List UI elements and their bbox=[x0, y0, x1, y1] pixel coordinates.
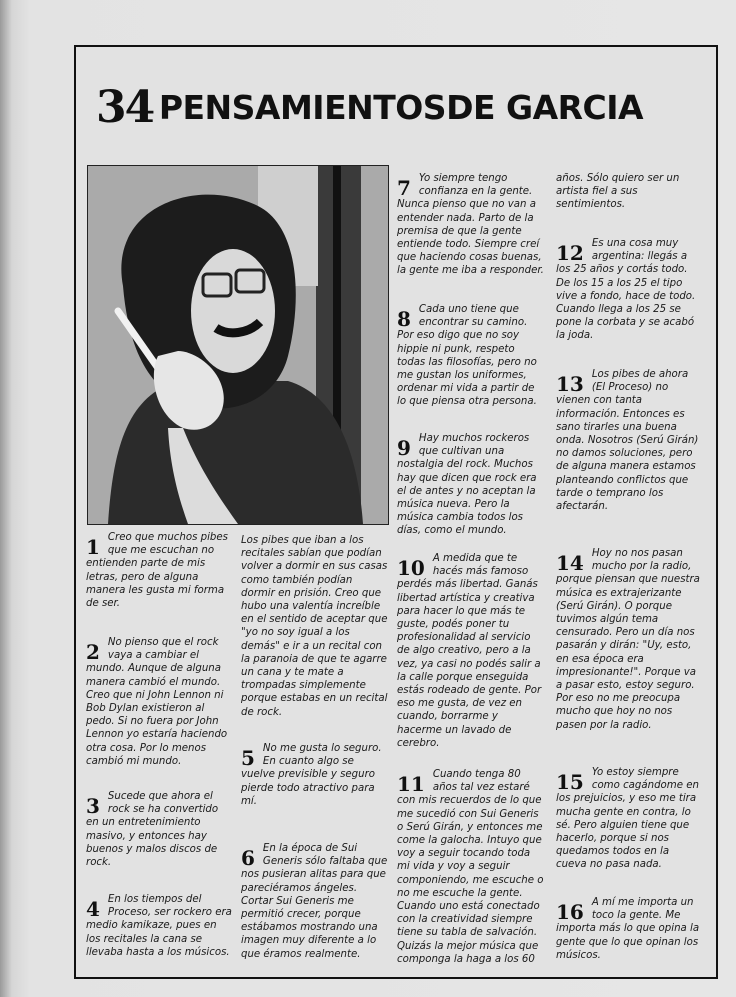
entry-number: 2 bbox=[86, 640, 100, 664]
entry-text: En la época de Sui Generis sólo faltaba que nos pusieran alitas para que pareciéramos ángeles. Cortar Sui Generis me permitió crecer, porque estábamos mostrando una imagen muy diferente a lo que éramos realmente. bbox=[241, 843, 388, 960]
entry-4 bbox=[86, 893, 234, 959]
entry-11 bbox=[397, 768, 545, 966]
entry-14 bbox=[556, 547, 702, 732]
entry-text: Los pibes que iban a los recitales sabían que podían volver a dormir en sus casas como también podían dormir en prisión. Creo que hubo una valentía increíble en el sentido de aceptar que "yo no soy igual a los demás" e ir a un recital con la paranoia de que te agarre un cana y te mate a trompadas simplemente porque estabas en un recital de rock. bbox=[241, 535, 388, 718]
entry-text: A mí me importa un toco la gente. Me importa más lo que opina la gente que lo que opinan los músicos. bbox=[556, 897, 700, 961]
entry-number: 1 bbox=[86, 535, 100, 559]
entry-11-continued bbox=[556, 172, 702, 212]
entry-number: 3 bbox=[86, 794, 100, 818]
entry-text: Hoy no nos pasan mucho por la radio, porque piensan que nuestra música es extrajerizante (Serú Girán). O porque tuvimos algún tema censurado. Pero un día nos pasarán y dirán: "Uy, esto, en esa época era impresionante!". Porque va a pasar esto, estoy seguro. Por eso no me preocupa mucho que hoy no nos pasen por la radio. bbox=[556, 548, 700, 731]
entry-text: Hay muchos rockeros que cultivan una nostalgia del rock. Muchos hay que dicen que rock era el de antes y no aceptan la música nueva. Pero la música cambia todos los días, como el mundo. bbox=[397, 433, 537, 537]
entry-text: No pienso que el rock vaya a cambiar el mundo. Aunque de alguna manera cambió el mundo. Creo que ni John Lennon ni Bob Dylan existieron al pedo. Si no fuera por John Lennon yo estaría haciendo otra cosa. Por lo menos cambió mi mundo. bbox=[86, 637, 228, 767]
title-number: 34 bbox=[96, 82, 154, 133]
entry-4-continued bbox=[241, 534, 388, 719]
entry-text: Es una cosa muy argentina: llegás a los 25 años y cortás todo. De los 15 a los 25 el tipo vive a fondo, hace de todo. Cuando llega a los 25 se pone la corbata y se acabó la joda. bbox=[556, 238, 696, 342]
entry-6 bbox=[241, 842, 388, 961]
entry-9 bbox=[397, 432, 545, 538]
portrait-photo bbox=[87, 165, 389, 525]
entry-text: años. Sólo quiero ser un artista fiel a sus sentimientos. bbox=[556, 173, 680, 211]
entry-number: 6 bbox=[241, 846, 255, 870]
entry-number: 4 bbox=[86, 897, 100, 921]
entry-2 bbox=[86, 636, 234, 768]
entry-1 bbox=[86, 531, 234, 610]
entry-number: 7 bbox=[397, 176, 411, 200]
entry-5 bbox=[241, 742, 388, 808]
entry-16 bbox=[556, 896, 702, 962]
entry-text: Creo que muchos pibes que me escuchan no entienden parte de mis letras, pero de alguna manera les gusta mi forma de ser. bbox=[86, 532, 228, 610]
entry-text: En los tiempos del Proceso, ser rockero era medio kamikaze, pues en los recitales la cana se llevaba hasta a los músicos. bbox=[86, 894, 232, 958]
entry-8 bbox=[397, 303, 545, 409]
entry-text: Sucede que ahora el rock se ha convertido en un entretenimiento masivo, y entonces hay buenos y malos discos de rock. bbox=[86, 791, 219, 869]
entry-number: 9 bbox=[397, 436, 411, 460]
entry-3 bbox=[86, 790, 234, 869]
entry-text: Yo siempre tengo confianza en la gente. Nunca pienso que no van a entender nada. Parto de la premisa de que la gente entiende todo. Siempre creí que haciendo cosas buenas, la gente me iba a responder. bbox=[397, 173, 544, 277]
entry-number: 5 bbox=[241, 746, 255, 770]
entry-number: 16 bbox=[556, 900, 584, 924]
entry-number: 14 bbox=[556, 551, 584, 575]
entry-number: 12 bbox=[556, 241, 584, 265]
entry-text: No me gusta lo seguro. En cuanto algo se vuelve previsible y seguro pierde todo atractivo para mí. bbox=[241, 743, 382, 807]
entry-text: Cada uno tiene que encontrar su camino. Por eso digo que no soy hippie ni punk, respeto todas las filosofías, pero no me gustan los uniformes, ordenar mi vida a partir de lo que piensa otra persona. bbox=[397, 304, 537, 408]
entry-number: 8 bbox=[397, 307, 411, 331]
entry-12 bbox=[556, 237, 702, 343]
entry-number: 10 bbox=[397, 556, 425, 580]
entry-number: 15 bbox=[556, 770, 584, 794]
entry-7 bbox=[397, 172, 545, 278]
entry-number: 11 bbox=[397, 772, 425, 796]
entry-text: Los pibes de ahora (El Proceso) no vienen con tanta información. Entonces es sano tirarles una buena onda. Nosotros (Serú Girán) no damos soluciones, pero de alguna manera estamos planteando conflictos que tarde o temprano los afectarán. bbox=[556, 369, 699, 513]
entry-number: 13 bbox=[556, 372, 584, 396]
title-text: PENSAMIENTOSDE GARCIA bbox=[158, 88, 644, 127]
article-title bbox=[96, 82, 706, 138]
entry-10 bbox=[397, 552, 545, 750]
entry-15 bbox=[556, 766, 702, 872]
entry-13 bbox=[556, 368, 702, 513]
entry-text: Yo estoy siempre como cagándome en los prejuicios, y eso me tira mucha gente en contra, lo sé. Pero alguien tiene que hacerlo, porque si nos quedamos todos en la cueva no pasa nada. bbox=[556, 767, 699, 871]
entry-text: Cuando tenga 80 años tal vez estaré con mis recuerdos de lo que me sucedió con Sui Generis o Serú Girán, y entonces me come la galocha. Intuyo que voy a seguir tocando toda mi vida y voy a seguir componiendo, me escuche o no me escuche la gente. Cuando uno está conectado con la creatividad siempre tiene su tabla de salvación. Quizás la mejor música que componga la haga a los 60 bbox=[397, 769, 544, 965]
entry-text: A medida que te hacés más famoso perdés más libertad. Ganás libertad artística y creativa para hacer lo que más te guste, podés poner tu profesionalidad al servicio de algo creativo, pero a la vez, ya casi no podés salir a la calle porque enseguida estás rodeado de gente. Por eso me gusta, de vez en cuando, borrarme y hacerme un lavado de cerebro. bbox=[397, 553, 542, 749]
